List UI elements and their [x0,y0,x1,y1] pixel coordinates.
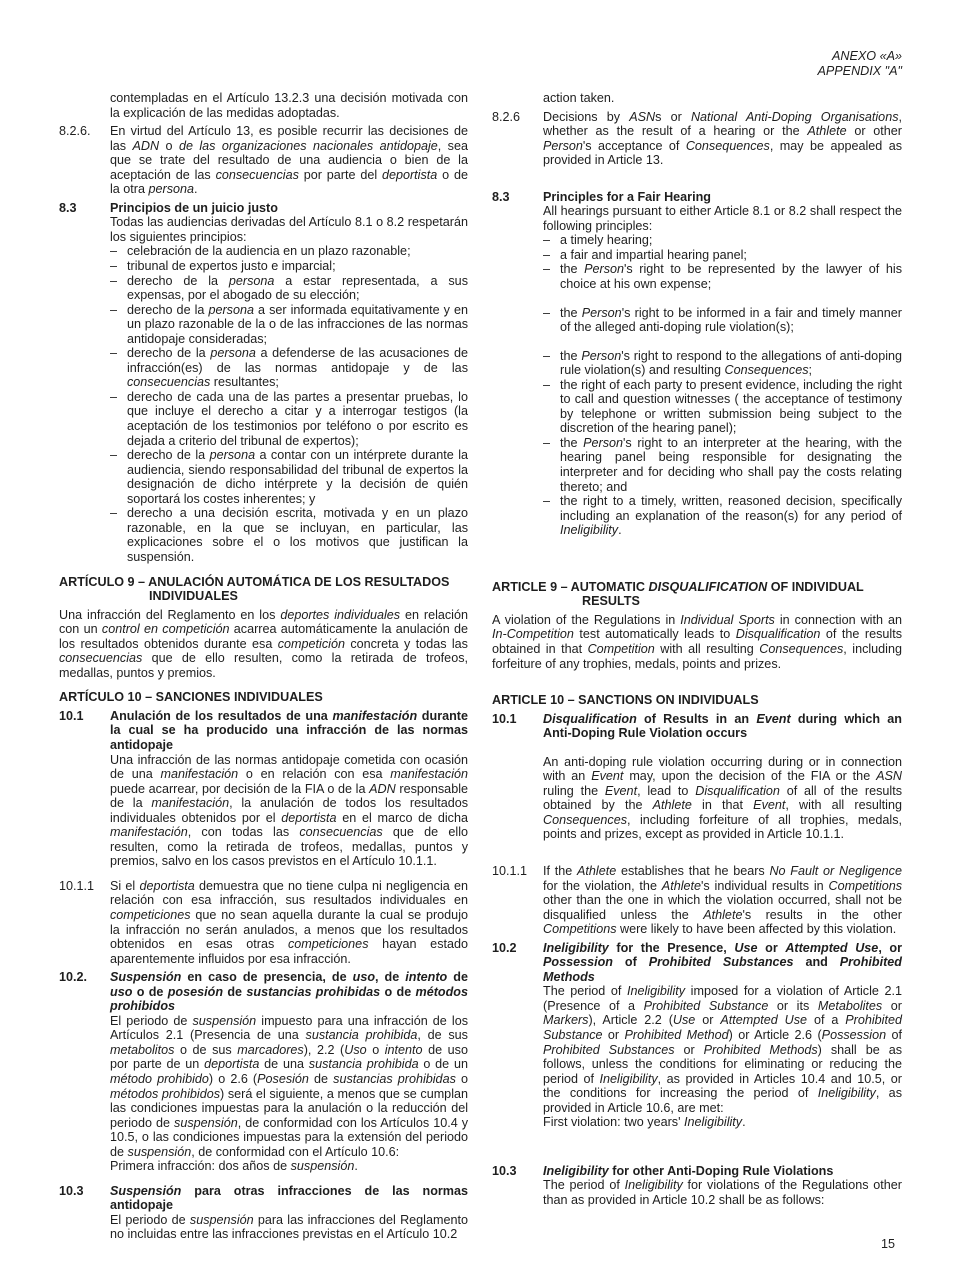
section-body: El periodo de suspensión para las infracciones del Reglamento no incluidas entre las infracciones previstas en el Artículo 10.2 [110,1212,468,1242]
section-title: Suspensión en caso de presencia, de uso, de intento de uso o de posesión de sustancias prohibidas o de métodos prohibidos [110,970,468,1014]
section-number: 10.1 [59,708,84,723]
section-8-3 [492,190,902,538]
article-9-body: A violation of the Regulations in Individual Sports in connection with an In-Competition test automatically leads to Disqualification of the results obtained in that Competition with all resulting Consequences, including forfeiture of any trophies, medals, points and prizes. [492,612,902,671]
section-body: Una infracción de las normas antidopaje cometida con ocasión de una manifestación o en relación con esa manifestación puede acarrear, por decisión de la FIA o de la ADN responsable de la manifestación, la anulación de todos los resultados individuales obtenidos por el deportista en el marco de dicha manifestación, con todas las consecuencias que de ello resulten, como la retirada de trofeos, medallas, puntos y premios, salvo en los casos previstos en el Artículo 10.1.1. [110,752,468,869]
section-body: An anti-doping rule violation occurring during or in connection with an Event may, upon the decision of the FIA or the ASN ruling the Event, lead to Disqualification of all of the results obtained by the Athlete in that Event, with all resulting Consequences, including forfeiture of all trophies, medals, points and prizes, except as provided in Article 10.1.1. [543,754,902,842]
section-number: 10.1.1 [492,863,528,878]
continued-paragraph: contempladas en el Artículo 13.2.3 una decisión motivada con la explicación de las medidas adoptadas. [110,91,468,120]
principles-list [543,233,902,537]
spanish-column [59,91,468,1242]
article-9-heading: ARTICLE 9 – AUTOMATIC DISQUALIFICATION OF INDIVIDUAL RESULTS [492,579,864,609]
section-body: En virtud del Artículo 13, es posible recurrir las decisiones de las ADN o de las organizaciones nacionales antidopaje, sea que se trate del resultado de una audiencia o bien de la aceptación de las consecuencias por parte del deportista o de la otra persona. [110,124,468,197]
page-header [817,49,902,78]
section-10-2 [492,941,902,1130]
section-number: 8.2.6. [59,124,91,139]
section-10-1-1 [59,879,468,966]
section-title: Ineligibility for other Anti-Doping Rule Violations [543,1163,834,1178]
section-8-3 [59,201,468,565]
annex-label-es: ANEXO «A» [832,49,902,63]
article-9-heading: ARTÍCULO 9 – ANULACIÓN AUTOMÁTICA DE LOS RESULTADOS INDIVIDUALES [59,574,450,604]
section-number: 10.1.1 [59,878,95,893]
list-item: – the Person's right to be informed in a fair and timely manner of the alleged anti-doping rule violation(s); [543,306,902,335]
section-title: Anulación de los resultados de una manifestación durante la cual se ha producido una infracción de las normas antidopaje [110,708,468,752]
list-item: – the Person's right to an interpreter at the hearing, with the hearing panel being responsible for designating the interpreter and for deciding who shall pay the costs relating thereto; and [543,436,902,494]
english-column [492,91,902,1207]
section-title: Principles for a Fair Hearing [543,189,711,204]
list-item: – derecho de la persona a estar representada, a sus expensas, por el abogado de su elección; [110,274,468,303]
principles-list [110,244,468,564]
list-item: – a fair and impartial hearing panel; [543,248,902,263]
article-9-body: Una infracción del Reglamento en los deportes individuales en relación con un control en competición acarrea automáticamente la anulación de los resultados obtenidos durante esa competición concreta y todas las consecuencias que de ello resulten, como la retirada de trofeos, medallas, puntos y premios. [59,607,468,680]
list-item: – derecho de la persona a contar con un intérprete durante la audiencia, siendo responsabilidad del tribunal de expertos la designación de dicho intérprete y la decisión de quién soportará los costes inherentes; y [110,448,468,506]
list-item: – the Person's right to respond to the allegations of anti-doping rule violation(s) and resulting Consequences; [543,349,902,378]
section-number: 10.2. [59,970,88,985]
section-number: 10.3 [492,1163,517,1178]
list-item: – tribunal de expertos justo e imparcial; [110,259,468,274]
section-body: The period of Ineligibility for violations of the Regulations other than as provided in Article 10.2 shall be as follows: [543,1178,903,1207]
section-8-2-6 [492,110,902,168]
section-10-2 [59,970,468,1174]
list-item: – the right to a timely, written, reasoned decision, specifically including an explanation of the reason(s) for any period of Ineligibility. [543,494,902,538]
section-number: 10.2 [492,940,517,955]
section-title: Principios de un juicio justo [110,200,278,215]
section-last-line: Primera infracción: dos años de suspensión. [110,1159,358,1174]
section-number: 10.1 [492,711,517,726]
section-body: If the Athlete establishes that he bears No Fault or Negligence for the violation, the Athlete's individual results in Competitions other than the one in which the violation occurred, shall not be disqualified unless the Athlete's results in the other Competitions were likely to have been affected by this violation. [543,863,902,937]
section-number: 8.3 [59,200,77,215]
section-10-1-1 [492,864,902,937]
list-item: – celebración de la audiencia en un plazo razonable; [110,244,468,259]
section-number: 8.3 [492,189,510,204]
section-10-3 [59,1184,468,1242]
section-body: El periodo de suspensión impuesto para una infracción de los Artículos 2.1 (Presencia de una sustancia prohibida, de sus metabolitos o de sus marcadores), 2.2 (Uso o intento de uso por parte de un deportista de una sustancia prohibida o de un método prohibido) o 2.6 (Posesión de sustancias prohibidas o métodos prohibidos) será el siguiente, a menos que se cumplan las condiciones impuestas para la anulación o la reducción del periodo de suspensión, de conformidad con los Artículos 10.4 y 10.5, o las condiciones impuestas para la extensión del periodo de suspensión, de conformidad con el Artículo 10.6: [110,1013,468,1159]
section-number: 8.2.6 [492,109,521,124]
section-number: 10.3 [59,1183,84,1198]
section-body: The period of Ineligibility imposed for a violation of Article 2.1 (Presence of a Prohibited Substance or its Metabolites or Markers), Article 2.2 (Use or Attempted Use of a Prohibited Substance or Prohibited Method) or Article 2.6 (Possession of Prohibited Substances or Prohibited Methods) shall be as follows, unless the conditions for eliminating or reducing the period of Ineligibility, as provided in Articles 10.4 and 10.5, or the conditions for increasing the period of Ineligibility, as provided in Article 10.6, are met: [543,984,902,1115]
section-title: Ineligibility for the Presence, Use or Attempted Use, or Possession of Prohibited Substances and Prohibited Methods [543,940,903,984]
list-item: – the Person's right to be represented by the lawyer of his choice at his own expense; [543,262,902,291]
list-item: – derecho de cada una de las partes a presentar pruebas, lo que incluye el derecho a citar y a interrogar testigos (la aceptación de los testimonios por teléfono o por escrito es dejada a criterio del tribunal de expertos); [110,390,468,448]
page-number: 15 [880,1237,895,1251]
article-10-heading: ARTICLE 10 – SANCTIONS ON INDIVIDUALS [492,693,759,708]
continued-paragraph: action taken. [543,91,615,105]
article-10-heading: ARTÍCULO 10 – SANCIONES INDIVIDUALES [59,690,323,705]
section-body: Si el deportista demuestra que no tiene culpa ni negligencia en relación con esa infracción, sus resultados individuales en competiciones que no sean aquella durante la cual se produjo la infracción no serán anulados, a menos que los resultados obtenidos en esas otras competiciones hayan estado aparentemente influidos por esa infracción. [110,878,468,966]
annex-label-en: APPENDIX "A" [817,63,902,78]
section-10-1 [59,709,468,869]
section-intro: All hearings pursuant to either Article 8.1 or 8.2 shall respect the following principles: [543,204,902,233]
section-intro: Todas las audiencias derivadas del Artículo 8.1 o 8.2 respetarán los siguientes principios: [110,215,468,244]
section-body: Decisions by ASNs or National Anti-Doping Organisations, whether as the result of a hearing or the Athlete or other Person's acceptance of Consequences, may be appealed as provided in Article 13. [543,109,903,168]
list-item: – derecho de la persona a ser informada equitativamente y en un plazo razonable de la o de las infracciones de las normas antidopaje consideradas; [110,303,468,347]
section-title: Disqualification of Results in an Event during which an Anti-Doping Rule Violation occurs [543,711,902,741]
list-item: – the right of each party to present evidence, including the right to call and question witnesses ( the acceptance of testimony by telephone or written submission being subject to the discretion of the hearing panel); [543,378,902,436]
section-10-3 [492,1164,902,1208]
list-item: – a timely hearing; [543,233,902,248]
list-item: – derecho de la persona a defenderse de las acusaciones de infracción(es) de las normas antidopaje y de las consecuencias resultantes; [110,346,468,390]
list-item: – derecho a una decisión escrita, motivada y en un plazo razonable, en la que se incluyan, en particular, las explicaciones sobre el o los motivos que justifican la suspensión. [110,506,468,564]
section-last-line: First violation: two years' Ineligibility. [543,1115,746,1130]
section-10-1 [492,712,902,842]
section-title: Suspensión para otras infracciones de las normas antidopaje [110,1183,468,1213]
section-8-2-6 [59,124,468,197]
